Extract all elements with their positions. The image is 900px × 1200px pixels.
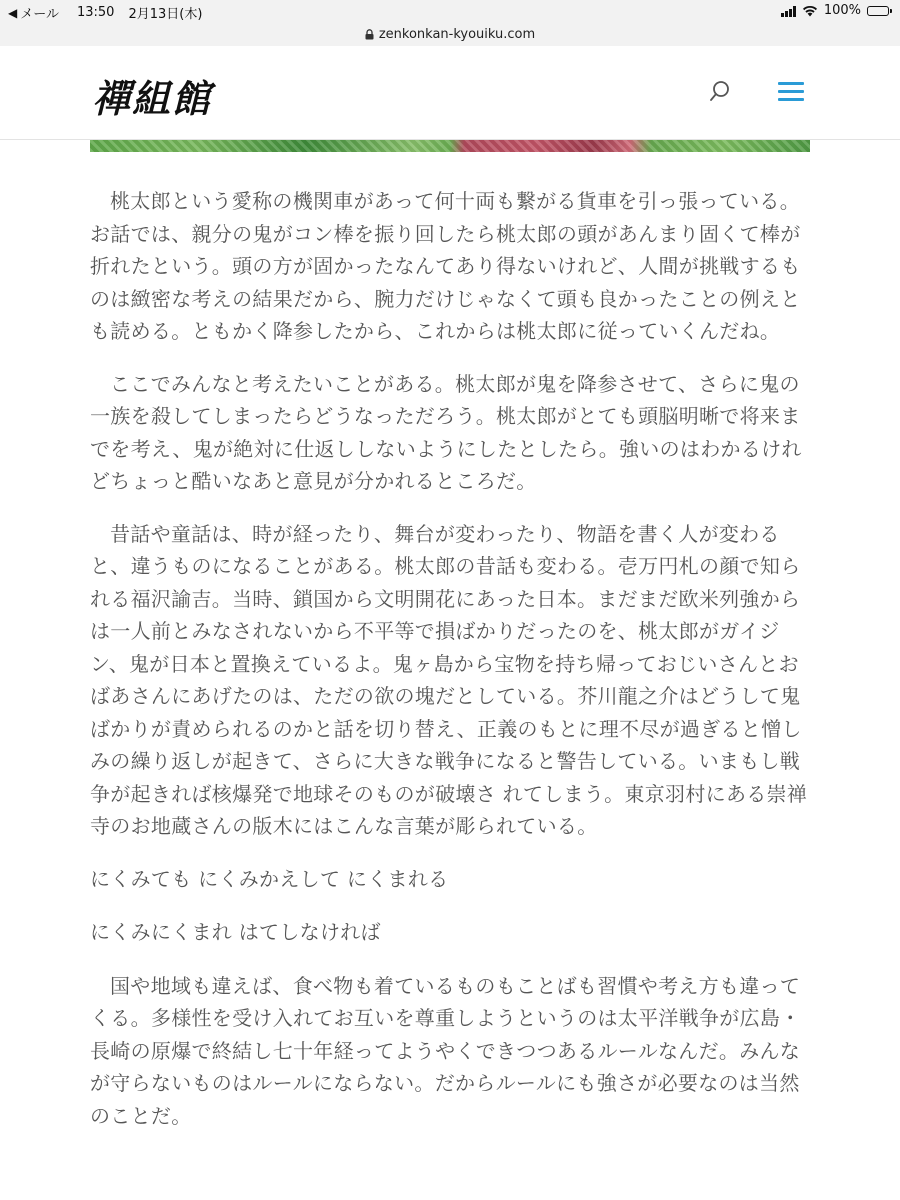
signal-icon bbox=[781, 5, 796, 17]
article-paragraph: 昔話や童話は、時が経ったり、舞台が変わったり、物語を書く人が変わると、違うものになることがある。桃太郎の昔話も変わる。壱万円札の顔で知られる福沢諭吉。当時、鎖国から文明開花にあった日本。まだまだ欧米列強からは一人前とみなされないから不平等で損ばかりだったのを、桃太郎がガイジン、鬼が日本と置換えているよ。鬼ヶ島から宝物を持ち帰っておじいさんとおばあさんにあげたのは、ただの欲の塊だとしている。芥川龍之介はどうして鬼ばかりが責められるのかと話を切り替え、正義のもとに理不尽が過ぎると憎しみの繰り返しが起きて、さらに大きな戦争になると警告している。いまもし戦争が起きれば核爆発で地球そのものが破壊さ れてしまう。東京羽村にある崇禅寺のお地蔵さんの版木にはこんな言葉が彫られている。 bbox=[90, 521, 808, 838]
article-paragraph: 桃太郎という愛称の機関車があって何十両も繋がる貨車を引っ張っている。お話では、親分の鬼がコン棒を振り回したら桃太郎の頭があんまり固くて棒が折れたという。頭の方が固かったなんてあり得ないけれど、人間が挑戦するものは緻密な考えの結果だから、腕力だけじゃなくて頭も良かったことの例えと も読める。ともかく降参したから、これからは桃太郎に従っていくんだね。 bbox=[90, 189, 801, 343]
search-icon[interactable] bbox=[708, 80, 732, 104]
hero-image bbox=[90, 140, 810, 152]
hamburger-menu-icon[interactable] bbox=[778, 82, 804, 102]
verse-line: にくみにくまれ はてしなければ bbox=[90, 920, 381, 944]
wifi-icon bbox=[802, 5, 818, 17]
verse-line: にくみても にくみかえして にくまれる bbox=[90, 866, 449, 891]
battery-percent: 100% bbox=[823, 3, 861, 18]
lock-icon bbox=[365, 29, 374, 40]
back-arrow-icon: ◀ bbox=[8, 5, 18, 20]
url-text: zenkonkan-kyouiku.com bbox=[378, 26, 536, 42]
back-app-label: メール bbox=[20, 7, 59, 22]
site-logo[interactable]: 禪組館 bbox=[92, 76, 213, 121]
article-paragraph: ここでみんなと考えたいことがある。桃太郎が鬼を降参させて、さらに鬼の一族を殺してしまったらどうなっただろう。桃太郎がとても頭脳明晰で将来までを考え、鬼が絶対に仕返ししないようにしたとしたら。強いのはわかるけれどちょっと酷いなあと意見が分かれるところだ。 bbox=[90, 371, 802, 493]
status-bar bbox=[0, 0, 900, 22]
article-paragraph: 国や地域も違えば、食べ物も着ているものもことばも習慣や考え方も違ってくる。多様性を受け入れてお互いを尊重しようというのは太平洋戦争が広島・長崎の原爆で終結し七十年経ってようやくできつつあるルールなんだ。みんなが守らないものはルールにならない。だからルールにも強さが必要なのは当然のことだ。 bbox=[90, 973, 801, 1128]
status-time: 13:50 bbox=[76, 5, 115, 20]
status-date: 2月13日(木) bbox=[128, 7, 203, 22]
site-header bbox=[0, 46, 900, 140]
address-bar[interactable] bbox=[0, 22, 900, 46]
status-left bbox=[8, 3, 202, 22]
back-to-app-button[interactable] bbox=[8, 3, 59, 22]
status-right bbox=[781, 3, 892, 18]
battery-icon bbox=[867, 6, 892, 16]
article-body bbox=[90, 185, 812, 1152]
